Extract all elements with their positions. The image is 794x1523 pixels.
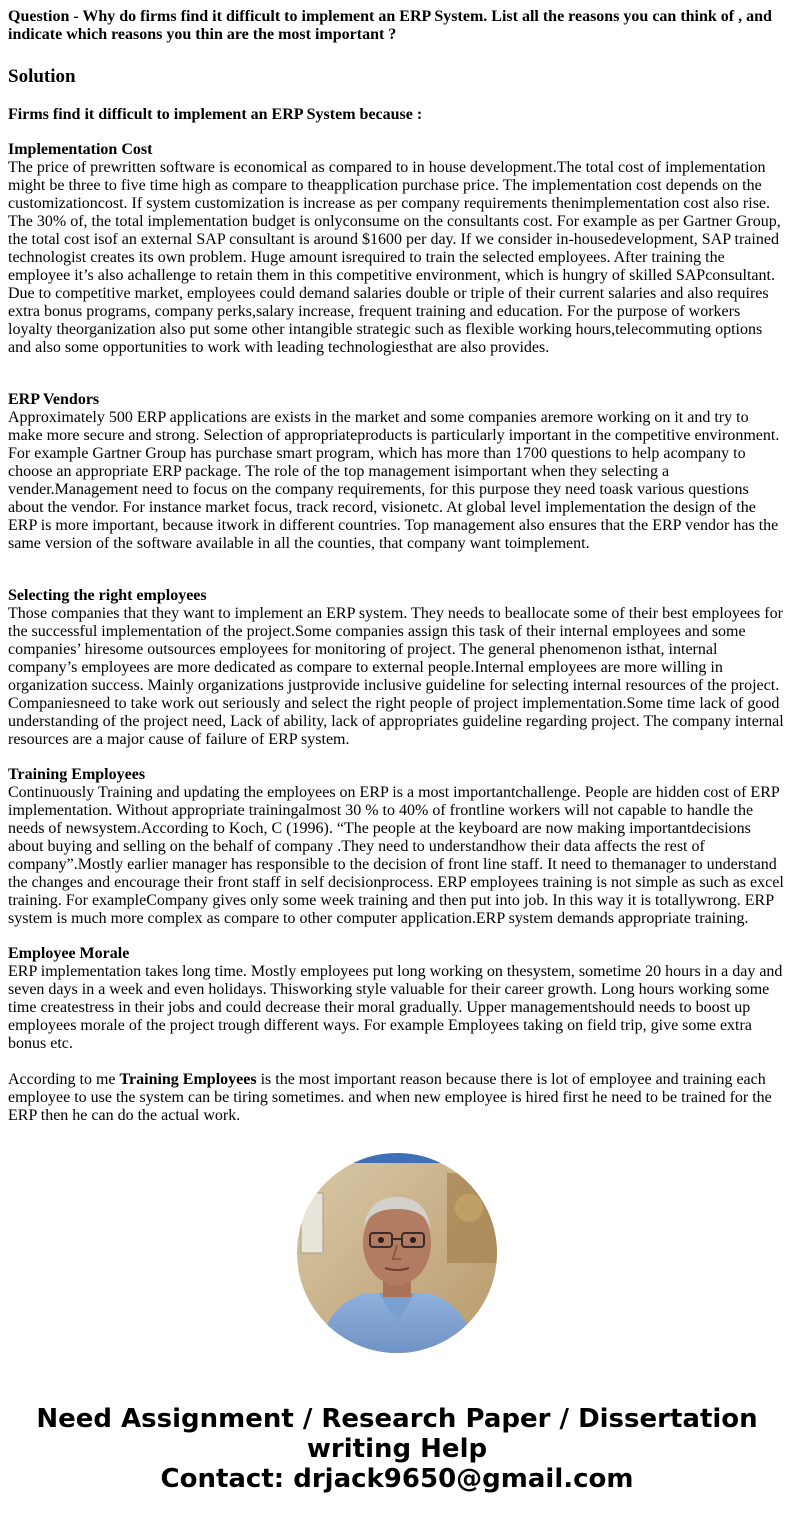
section-erp-vendors: [8, 391, 786, 553]
author-avatar: [297, 1153, 497, 1353]
conclusion-paragraph: [8, 1071, 786, 1125]
section-title: Employee Morale: [8, 945, 130, 962]
section-training-employees: [8, 766, 786, 928]
conclusion-highlight: Training Employees: [119, 1071, 257, 1088]
footer-line-2: writing Help: [306, 1434, 488, 1464]
section-body: Those companies that they want to implement an ERP system. They needs to beallocate some of their best employees for the successful implementation of the project.Some companies assign this task of their internal employees and some companies’ hiresome outsources employees for monitoring of project. The general phenomenon isthat, internal company’s employees are more dedicated as compare to external people.Internal employees are more willing in organization success. Mainly organizations justprovide inclusive guideline for selecting internal resources of the project. Companiesneed to take work out seriously and select the right people of project implementation.Some time lack of good understanding of the project need, Lack of ability, lack of appropriates guideline regarding project. The company internal resources are a major cause of failure of ERP system.: [8, 605, 784, 748]
section-employee-morale: [8, 945, 786, 1053]
solution-heading: Solution: [8, 66, 76, 87]
section-body: Continuously Training and updating the employees on ERP is a most importantchallenge. People are hidden cost of ERP implementation. Without appropriate trainingalmost 30 % to 40% of frontline workers will not capable to handle the needs of newsystem.According to Koch, C (1996). “The people at the keyboard are now making importantdecisions about buying and selling on the behalf of company .They need to understandhow their data affects the rest of company”.Mostly earlier manager has responsible to the decision of front line staff. It need to themanager to understand the changes and encourage their front staff in self decisionprocess. ERP employees training is not simple as such as excel training. For exampleCompany gives only some week training and then put into job. In this way it is totallywrong. ERP system is much more complex as compare to other computer application.ERP system demands appropriate training.: [8, 784, 784, 927]
section-title: Training Employees: [8, 766, 146, 783]
section-body: ERP implementation takes long time. Mostly employees put long working on thesystem, sometime 20 hours in a day and seven days in a week and even holidays. Thisworking style valuable for their career growth. Long hours working some time createstress in their jobs and could decrease their moral gradually. Upper managementshould needs to boost up employees morale of the project trough different ways. For example Employees taking on field trip, give some extra bonus etc.: [8, 963, 783, 1052]
footer-banner: [0, 1404, 794, 1494]
section-body: The price of prewritten software is economical as compared to in house development.The total cost of implementation might be three to five time high as compare to theapplication purchase price. The implementation cost depends on the customizationcost. If system customization is increase as per company requirements thenimplementation cost also rise. The 30% of, the total implementation budget is onlyconsume on the consultants cost. For example as per Gartner Group, the total cost isof an external SAP consultant is around $1600 per day. If we consider in-housedevelopment, SAP trained technologist creates its own problem. Huge amount isrequired to train the selected employees. After training the employee it’s also achallenge to retain them in this competitive environment, which is hungry of skilled SAPconsultant. Due to competitive market, employees could demand salaries double or triple of their current salaries and also requires extra bonus programs, company perks,salary increase, frequent training and education. For the purpose of workers loyalty theorganization also put some other intangible strategic such as flexible working hours,telecommuting options and also some opportunities to work with leading technologiesthat are also provides.: [8, 159, 781, 356]
footer-line-1: Need Assignment / Research Paper / Dissertation: [36, 1404, 758, 1434]
section-body: Approximately 500 ERP applications are exists in the market and some companies aremore working on it and try to make more secure and strong. Selection of appropriateproducts is particularly important in the competitive environment. For example Gartner Group has purchase smart program, which has more than 1700 questions to help acompany to choose an appropriate ERP package. The role of the top management isimportant when they selecting a vender.Management need to focus on the company requirements, for this purpose they need toask various questions about the vendor. For instance market focus, track record, visionetc. At global level implementation the design of the ERP is more important, because itwork in different countries. Top management also ensures that the ERP vendor has the same version of the software available in all the counties, that company want toimplement.: [8, 409, 780, 552]
section-title: ERP Vendors: [8, 391, 100, 408]
footer-contact: Contact: drjack9650@gmail.com: [160, 1464, 634, 1494]
intro-heading: Firms find it difficult to implement an ERP System because :: [8, 106, 423, 123]
section-selecting-employees: [8, 587, 786, 749]
section-title: Implementation Cost: [8, 141, 153, 158]
section-title: Selecting the right employees: [8, 587, 207, 604]
author-photo: [297, 1153, 497, 1353]
question-text: Question - Why do firms find it difficult to implement an ERP System. List all the reasons you can think of , and indicate which reasons you thin are the most important ?: [8, 8, 772, 43]
section-implementation-cost: [8, 141, 786, 357]
conclusion-lead: According to me: [8, 1071, 120, 1088]
conclusion-rest: is the most important reason because there is lot of employee and training each employee to use the system can be tiring sometimes. and when new employee is hired first he need to be trained for the ERP then he can do the actual work.: [8, 1071, 772, 1124]
